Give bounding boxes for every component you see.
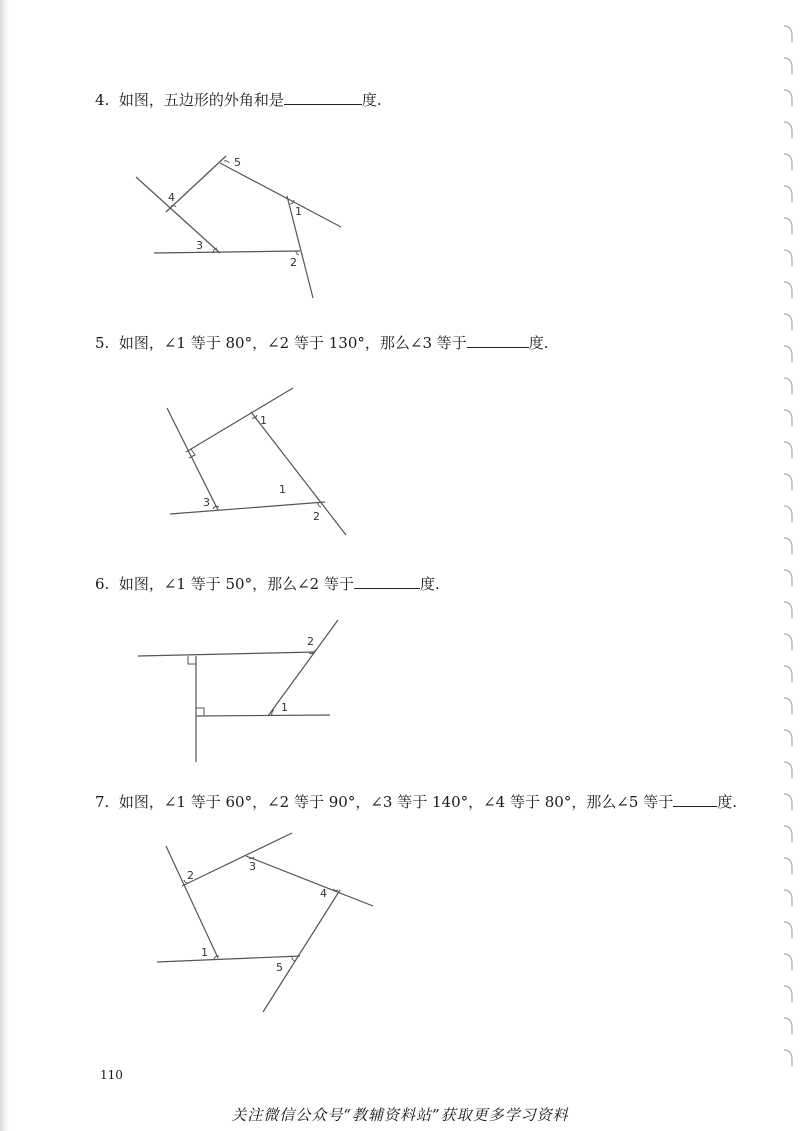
line-7b	[182, 833, 292, 886]
label-3: 3	[249, 860, 256, 873]
problem-text: 如图，∠1 等于 80°，∠2 等于 130°，那么∠3 等于	[118, 334, 467, 352]
problem-number: 4	[95, 91, 105, 109]
problem-unit: 度.	[419, 575, 440, 593]
label-2: 2	[187, 869, 194, 882]
problem-number: 7	[95, 793, 105, 811]
problem-unit: 度.	[361, 91, 382, 109]
problem-5: 5. 如图，∠1 等于 80°，∠2 等于 130°，那么∠3 等于 度.	[95, 331, 549, 353]
problem-7: 7. 如图，∠1 等于 60°，∠2 等于 90°，∠3 等于 140°，∠4 等于 80°，那么∠5 等于 度.	[95, 790, 737, 812]
problem-number: 6	[95, 575, 105, 593]
angle-mark-4	[333, 889, 338, 890]
footer-note: 关注微信公众号“教辅资料站”获取更多学习资料	[231, 1106, 569, 1124]
problem-4: 4. 如图，五边形的外角和是 度.	[95, 88, 382, 110]
label-4: 4	[320, 887, 327, 900]
label-1-mid: 1	[279, 483, 286, 496]
label-3: 3	[196, 239, 203, 252]
label-1: 1	[295, 205, 302, 218]
line-7d	[263, 890, 340, 1012]
label-2: 2	[313, 510, 320, 523]
label-1: 1	[281, 701, 288, 714]
label-2: 2	[307, 635, 314, 648]
problem-unit: 度.	[717, 793, 738, 811]
line-7c	[246, 856, 373, 906]
problem-text: 如图，五边形的外角和是	[118, 91, 284, 109]
angle-mark-5	[292, 957, 295, 961]
problem-text: 如图，∠1 等于 60°，∠2 等于 90°，∠3 等于 140°，∠4 等于 80°，那么∠5 等于	[118, 793, 674, 811]
problem-number: 5	[95, 334, 105, 352]
label-4: 4	[168, 191, 175, 204]
label-5: 5	[234, 156, 241, 169]
line-7a	[166, 846, 218, 958]
label-5: 5	[276, 961, 283, 974]
label-2: 2	[290, 256, 297, 269]
page-number: 110	[100, 1068, 123, 1082]
label-3: 3	[203, 496, 210, 509]
problem-text: 如图，∠1 等于 50°，那么∠2 等于	[118, 575, 354, 593]
problem-6: 6. 如图，∠1 等于 50°，那么∠2 等于 度.	[95, 572, 440, 594]
label-1-top: 1	[260, 414, 267, 427]
problem-unit: 度.	[528, 334, 549, 352]
label-1: 1	[201, 946, 208, 959]
